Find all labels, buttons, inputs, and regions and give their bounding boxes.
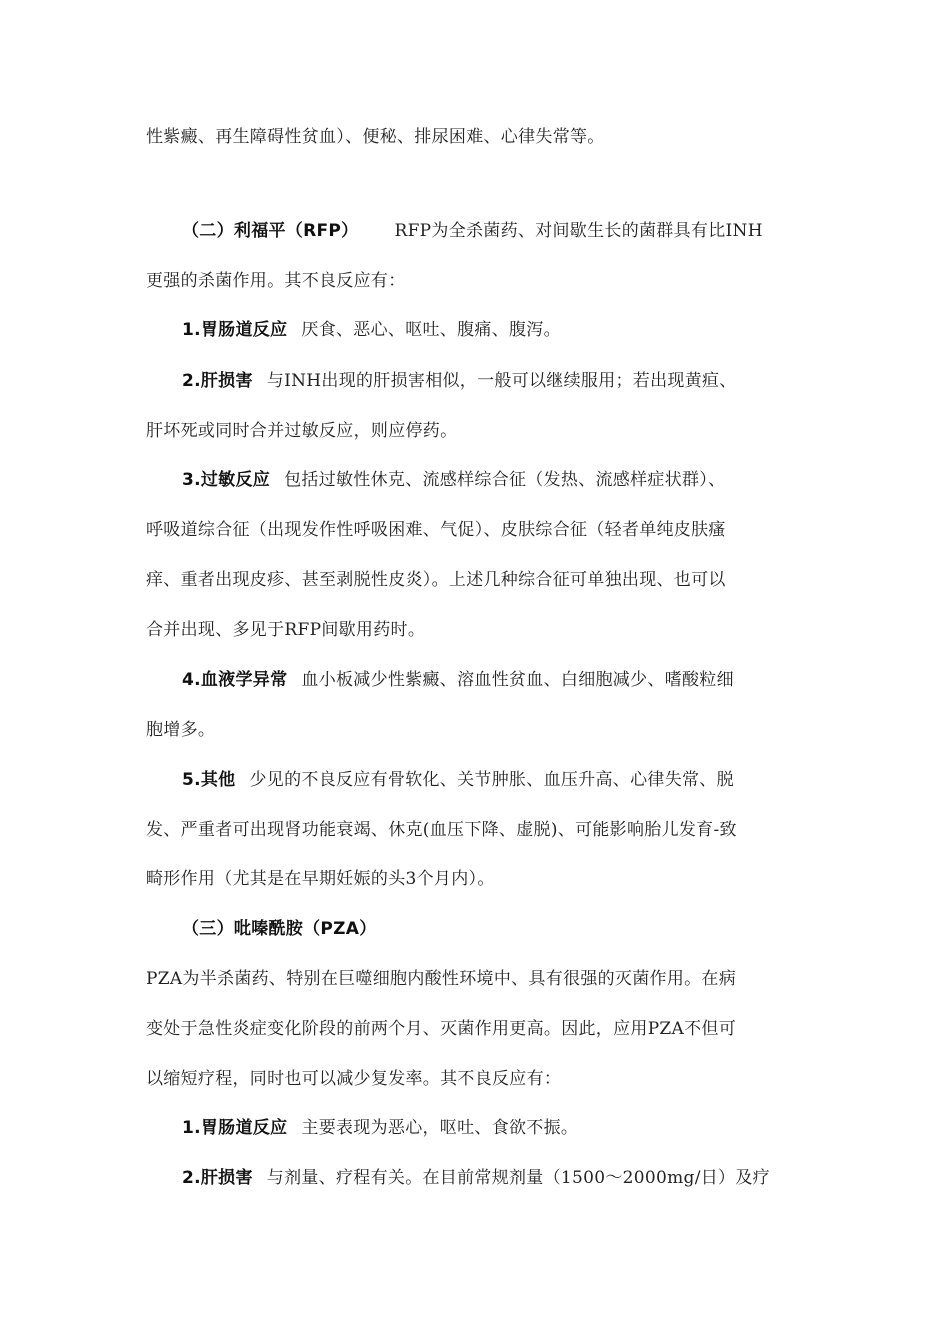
list-item-text: 少见的不良反应有骨软化、关节肿胀、血压升高、心律失常、脱 (249, 770, 734, 790)
list-item (182, 1115, 826, 1141)
list-item (182, 1165, 826, 1191)
list-item-title: 5.其他 (182, 770, 236, 790)
list-item-text: 与INH出现的肝损害相似，一般可以继续服用；若出现黄疸、 (266, 371, 737, 391)
paragraph-line: 发、严重者可出现肾功能衰竭、休克(血压下降、虚脱)、可能影响胎儿发育-致 (146, 820, 737, 840)
list-item-text: 主要表现为恶心，呕吐、食欲不振。 (301, 1118, 579, 1138)
paragraph-line: 性紫癜、再生障碍性贫血）、便秘、排尿困难、心律失常等。 (146, 127, 605, 147)
section-heading-rifampicin (182, 218, 826, 244)
list-item-title: 2.肝损害 (182, 371, 253, 391)
list-item-title: 3.过敏反应 (182, 470, 271, 490)
section-heading-pyrazinamide (182, 916, 826, 942)
paragraph-line: 更强的杀菌作用。其不良反应有： (146, 271, 406, 291)
paragraph-line: 胞增多。 (146, 720, 216, 740)
list-item-title: 2.肝损害 (182, 1168, 253, 1188)
list-item (182, 467, 826, 493)
paragraph-line: 肝坏死或同时合并过敏反应，则应停药。 (146, 421, 458, 441)
paragraph-line: PZA为半杀菌药、特别在巨噬细胞内酸性环境中、具有很强的灭菌作用。在病 (146, 969, 737, 989)
paragraph-line: 呼吸道综合征（出现发作性呼吸困难、气促）、皮肤综合征（轻者单纯皮肤瘙 (146, 520, 726, 540)
list-item (182, 767, 826, 793)
paragraph-line: 以缩短疗程，同时也可以减少复发率。其不良反应有： (146, 1069, 562, 1089)
list-item-title: 1.胃肠道反应 (182, 320, 288, 340)
list-item-title: 4.血液学异常 (182, 670, 288, 690)
paragraph-line: 合并出现、多见于RFP间歇用药时。 (146, 620, 426, 640)
list-item (182, 667, 826, 693)
list-item-text: 厌食、恶心、呕吐、腹痛、腹泻。 (301, 320, 561, 340)
list-item-text: 包括过敏性休克、流感样综合征（发热、流感样症状群）、 (284, 470, 726, 490)
section-heading-text: （二）利福平（RFP） (182, 221, 359, 241)
section-intro-text: RFP为全杀菌药、对间歇生长的菌群具有比INH (394, 221, 763, 241)
paragraph-line: 变处于急性炎症变化阶段的前两个月、灭菌作用更高。因此，应用PZA不但可 (146, 1019, 737, 1039)
paragraph-line: 畸形作用（尤其是在早期妊娠的头3个月内）。 (146, 869, 495, 889)
list-item-text: 与剂量、疗程有关。在目前常规剂量（1500～2000mg/日）及疗 (266, 1168, 770, 1188)
list-item-text: 血小板减少性紫癜、溶血性贫血、白细胞减少、嗜酸粒细 (301, 670, 734, 690)
list-item-title: 1.胃肠道反应 (182, 1118, 288, 1138)
paragraph-line: 痒、重者出现皮疹、甚至剥脱性皮炎）。上述几种综合征可单独出现、也可以 (146, 570, 726, 590)
list-item (182, 368, 826, 394)
list-item (182, 317, 826, 343)
section-heading-text: （三）吡嗪酰胺（PZA） (182, 919, 377, 939)
